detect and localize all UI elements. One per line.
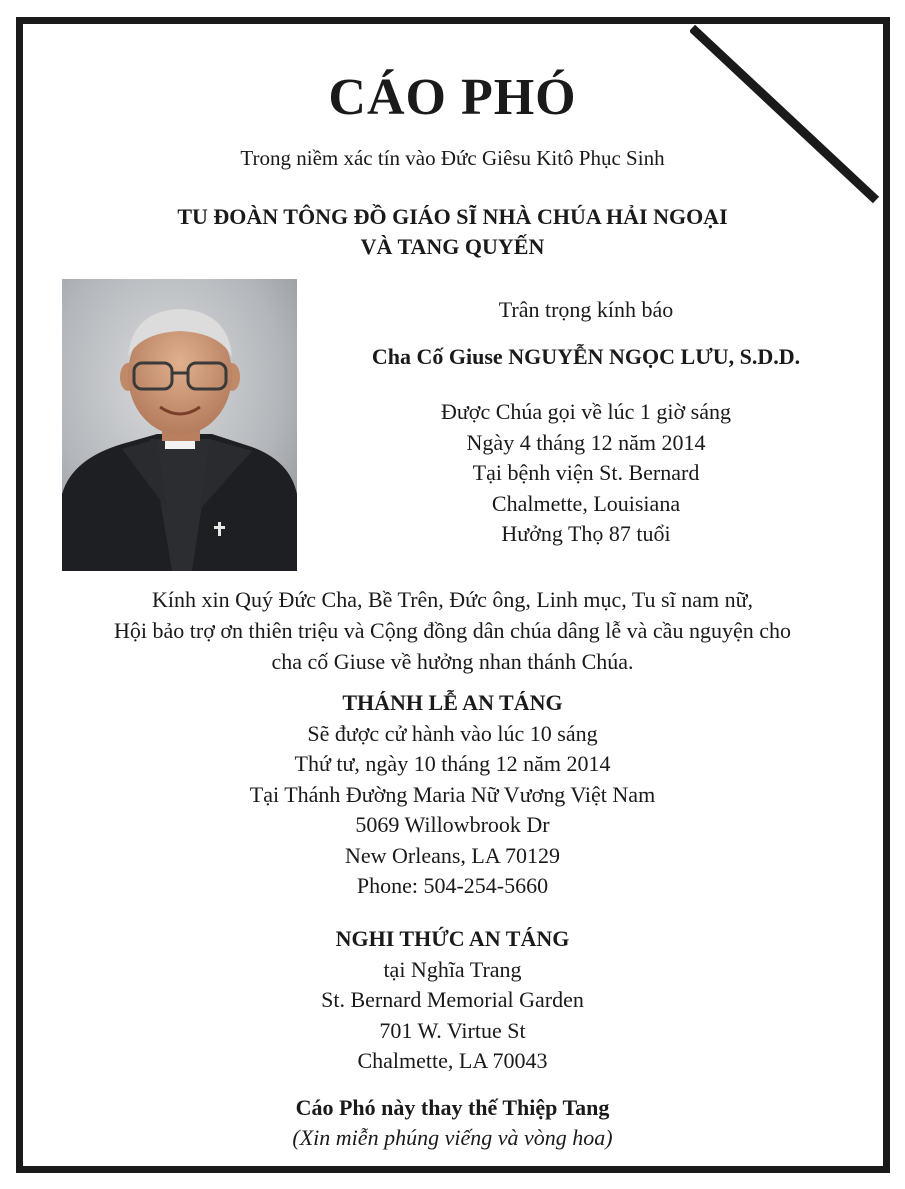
burial-rite-heading: NGHI THỨC AN TÁNG xyxy=(335,926,570,951)
burial-rite-line: 701 W. Virtue St xyxy=(379,1017,526,1043)
funeral-mass-line: 5069 Willowbrook Dr xyxy=(355,812,550,837)
death-info-line: Chalmette, Louisiana xyxy=(491,490,681,516)
organization-line-1: TU ĐOÀN TÔNG ĐỒ GIÁO SĨ NHÀ CHÚA HẢI NGOẠI xyxy=(177,204,728,229)
death-info-line: Hưởng Thọ 87 tuổi xyxy=(501,521,671,546)
closing-request: (Xin miễn phúng viếng và vòng hoa) xyxy=(292,1125,613,1150)
funeral-mass-section xyxy=(0,688,905,902)
death-info-line: Được Chúa gọi về lúc 1 giờ sáng xyxy=(441,399,731,424)
request-paragraph xyxy=(0,584,905,677)
burial-rite-line: tại Nghĩa Trang xyxy=(383,956,522,982)
page-title: CÁO PHÓ xyxy=(328,69,577,126)
burial-rite-line: St. Bernard Memorial Garden xyxy=(321,987,584,1012)
deceased-name: Cha Cố Giuse NGUYỄN NGỌC LƯU, S.D.D. xyxy=(371,344,801,369)
funeral-mass-line: Sẽ được cử hành vào lúc 10 sáng xyxy=(307,720,598,746)
request-line: cha cố Giuse về hưởng nhan thánh Chúa. xyxy=(271,649,634,674)
funeral-mass-heading: THÁNH LỄ AN TÁNG xyxy=(342,690,563,715)
death-info-line: Tại bệnh viện St. Bernard xyxy=(472,460,700,485)
burial-rite-line: Chalmette, LA 70043 xyxy=(357,1048,548,1073)
funeral-mass-line: Thứ tư, ngày 10 tháng 12 năm 2014 xyxy=(294,751,611,776)
burial-rite-section xyxy=(0,924,905,1077)
funeral-mass-line: Tại Thánh Đường Maria Nữ Vương Việt Nam xyxy=(249,781,656,807)
organization-line-2: VÀ TANG QUYẾN xyxy=(360,234,545,259)
funeral-mass-line: Phone: 504-254-5660 xyxy=(356,873,549,898)
portrait-photo xyxy=(62,279,297,571)
faith-subtitle: Trong niềm xác tín vào Đức Giêsu Kitô Phục Sinh xyxy=(240,146,665,170)
death-info-line: Ngày 4 tháng 12 năm 2014 xyxy=(466,429,706,455)
announcement-text: Trân trọng kính báo xyxy=(498,297,674,322)
closing-note: Cáo Phó này thay thế Thiệp Tang xyxy=(295,1095,610,1120)
death-info xyxy=(296,397,876,550)
request-line: Hội bảo trợ ơn thiên triệu và Cộng đồng dân chúa dâng lễ và cầu nguyện cho xyxy=(114,618,791,643)
funeral-mass-line: New Orleans, LA 70129 xyxy=(344,842,561,868)
request-line: Kính xin Quý Đức Cha, Bề Trên, Đức ông, Linh mục, Tu sĩ nam nữ, xyxy=(151,587,754,612)
